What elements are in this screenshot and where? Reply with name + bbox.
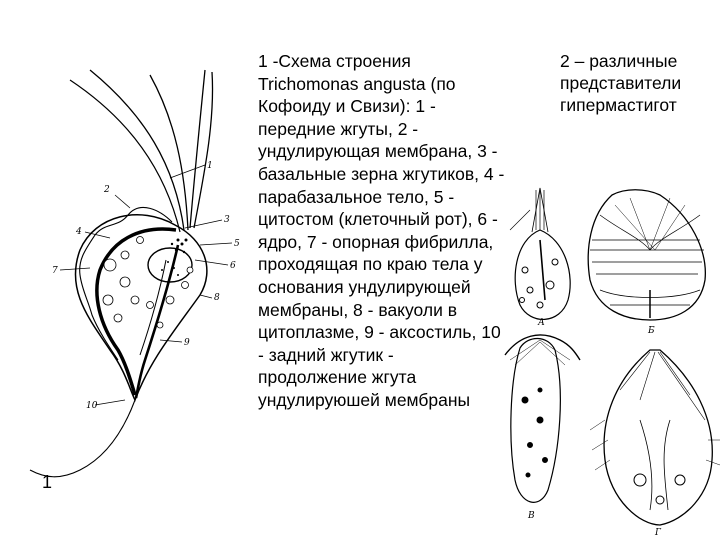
label-3: 3 <box>224 215 230 225</box>
panel-letter-v: В <box>528 511 535 521</box>
trichomonas-diagram <box>0 40 255 540</box>
label-9: 9 <box>184 338 190 348</box>
label-10: 10 <box>86 401 98 411</box>
panel-letter-a: А <box>538 318 545 328</box>
figure1-number: 1 <box>42 472 53 492</box>
figure1-caption: 1 -Схема строения Trichomonas angusta (по Кофоиду и Свизи): 1 - передние жгуты, 2 - ундулирующая мембрана, 3 - базальные зерна жгутиков, 4 - парабазальное тело, 5 - цитостом (клеточный рот), 6 - ядро, 7 - опорная фибрилла, проходящая по краю тела у основания ундулирующей мембраны, 8 - вакуоли в цитоплазме, 9 - аксостиль, 10 - задний жгутик - продолжение жгута ундулируюшей мембраны <box>258 51 510 410</box>
figure2-caption: 2 – различные представители гипермастигот <box>560 51 686 115</box>
label-1: 1 <box>207 161 213 171</box>
label-7: 7 <box>52 266 58 276</box>
hypermastigotes-diagram <box>495 170 720 540</box>
label-6: 6 <box>230 261 236 271</box>
panel-letter-g: Г <box>655 528 661 538</box>
label-5: 5 <box>234 239 240 249</box>
panel-letter-b: Б <box>648 326 655 336</box>
label-8: 8 <box>214 293 220 303</box>
label-2: 2 <box>104 185 110 195</box>
label-4: 4 <box>76 227 82 237</box>
